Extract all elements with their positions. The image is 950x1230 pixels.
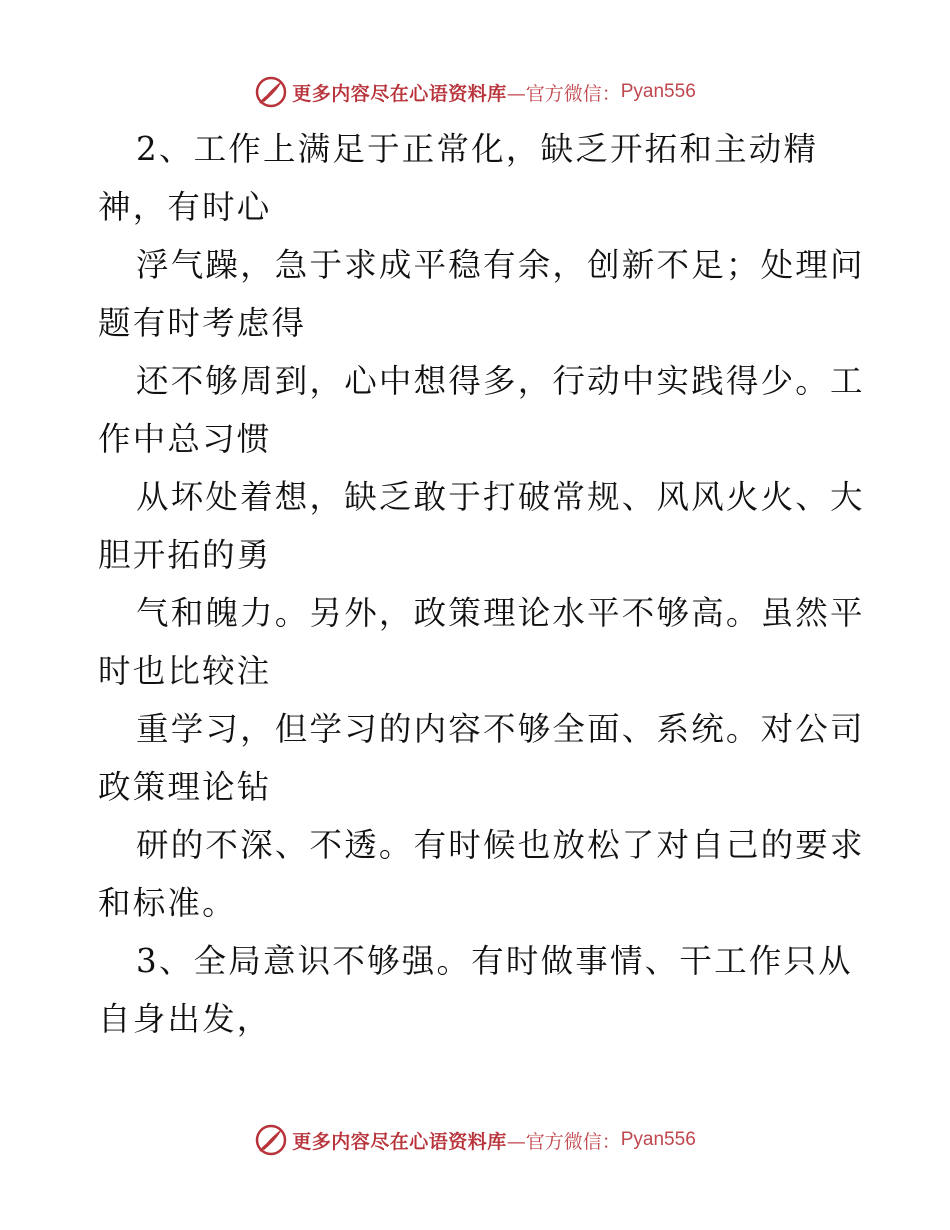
body-line: 3、全局意识不够强。有时做事情、干工作只从 (136, 942, 853, 980)
banner-title: 更多内容尽在心语资料库 (292, 82, 507, 105)
banner-wechat-id: Pyan556 (620, 1129, 696, 1150)
body-line: 研的不深、不透。有时候也放松了对自己的要求 (136, 826, 865, 864)
body-line: 2、工作上满足于正常化，缺乏开拓和主动精 (136, 130, 819, 168)
banner-wechat-id: Pyan556 (620, 81, 696, 102)
banner-subtitle: —官方微信： (506, 1130, 621, 1153)
header-watermark-banner (0, 72, 950, 112)
body-line: 神，有时心 (98, 188, 272, 226)
body-line: 作中总习惯 (98, 420, 272, 458)
body-line: 自身出发， (98, 1000, 272, 1038)
banner-title: 更多内容尽在心语资料库 (292, 1130, 507, 1153)
body-line: 从坏处着想，缺乏敢于打破常规、风风火火、大 (136, 478, 865, 516)
body-line: 气和魄力。另外，政策理论水平不够高。虽然平 (136, 594, 865, 632)
quill-pen-logo-icon (254, 1123, 288, 1157)
body-line: 时也比较注 (98, 652, 272, 690)
body-line: 题有时考虑得 (98, 304, 307, 342)
body-line: 政策理论钻 (98, 768, 272, 806)
document-body (98, 120, 865, 1048)
body-line: 还不够周到，心中想得多，行动中实践得少。工 (136, 362, 865, 400)
body-line: 浮气躁，急于求成平稳有余，创新不足；处理问 (136, 246, 865, 284)
quill-pen-logo-icon (254, 75, 288, 109)
body-line: 重学习，但学习的内容不够全面、系统。对公司 (136, 710, 865, 748)
body-line: 和标准。 (98, 884, 237, 922)
footer-watermark-banner (0, 1120, 950, 1160)
banner-subtitle: —官方微信： (506, 82, 621, 105)
body-line: 胆开拓的勇 (98, 536, 272, 574)
